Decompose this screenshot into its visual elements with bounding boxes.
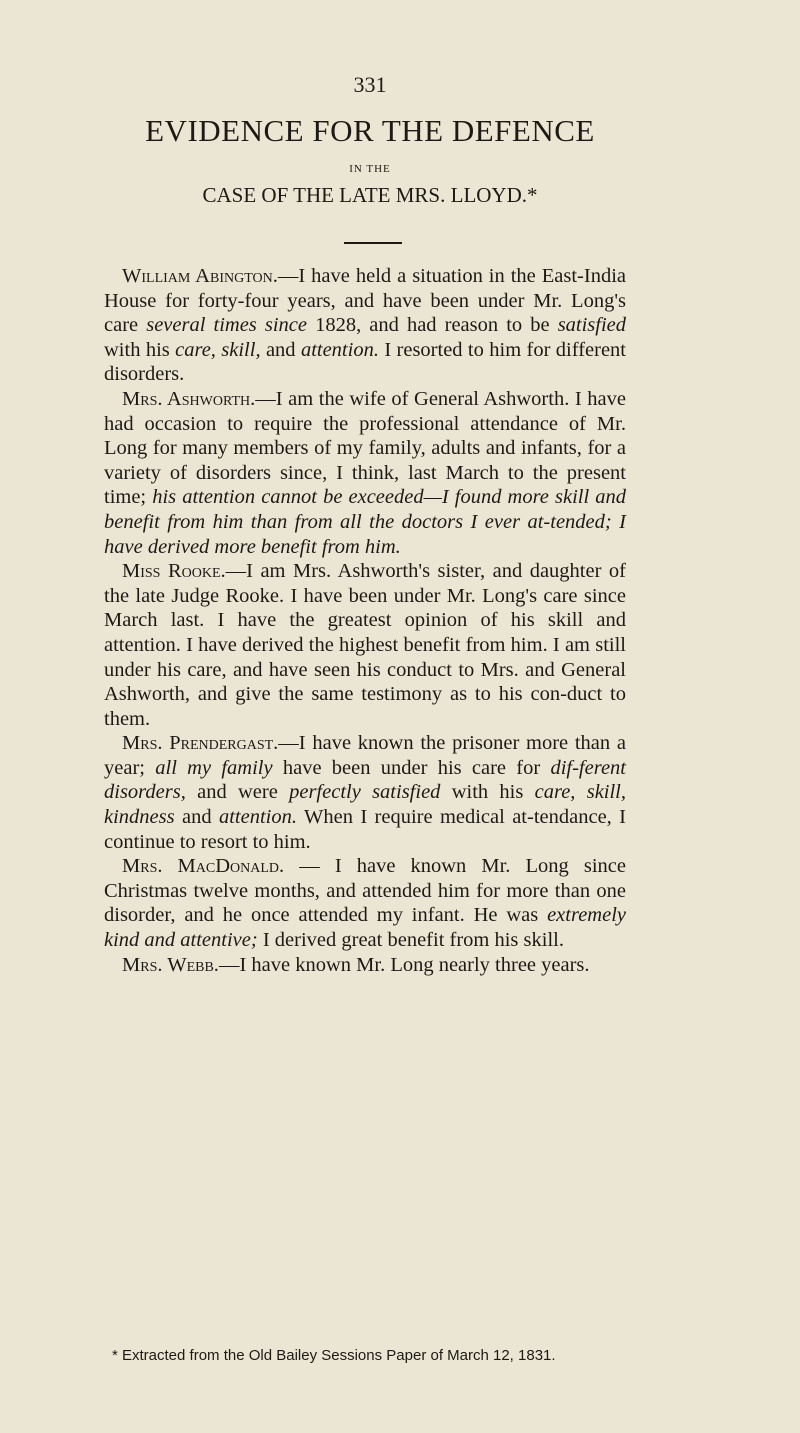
testimony-text: —I am Mrs. Ashworth's sister, and daughter of the late Judge Rooke. I have been under Mr. Long's care since March last. I have the greatest opinion of his skill and attention. I have derived the highest benefit from him. I am still under his care, and have seen his conduct to Mrs. and General Ashworth, and give the same testimony as to his con-duct to them. (104, 560, 626, 730)
emphasis-text: his attention cannot be exceeded—I found more skill and benefit from him than from all the doctors I ever at-tended; I have derived more benefit from him. (104, 486, 626, 558)
emphasis-text: attention. (300, 338, 379, 361)
testimony-text: and (174, 806, 219, 829)
testimony-text: —I have held a situation in the East-India House for forty-four years, and have been under Mr. Long's care (104, 265, 626, 337)
speaker-name: Mrs. Ashworth. (122, 387, 256, 410)
testimony-text: and (260, 338, 301, 361)
emphasis-text: satisfied (557, 314, 627, 337)
testimony-body (104, 264, 626, 977)
testimony-text: —I have known the prisoner more than a year; (104, 732, 626, 779)
speaker-name: Miss Rooke. (122, 560, 226, 583)
emphasis-text: extremely kind and attentive; (104, 904, 626, 952)
testimony-paragraph (104, 854, 626, 952)
testimony-text: —I am the wife of General Ashworth. I have had occasion to require the professional attendance of Mr. Long for many members of my family, adults and infants, for a variety of disorders since, I think, last March to the present time; (104, 387, 626, 509)
testimony-text: When I require medical at-tendance, I continue to resort to him. (104, 806, 626, 853)
testimony-text: —I have known Mr. Long nearly three years. (218, 953, 590, 976)
emphasis-text: care, skill, kindness (104, 781, 626, 829)
emphasis-text: several times since (146, 314, 307, 337)
speaker-name: Mrs. Prendergast. (122, 732, 279, 755)
emphasis-text: dif-ferent disorders, (104, 756, 626, 804)
testimony-text: I derived great benefit from his skill. (257, 929, 564, 952)
testimony-text: 1828, and had reason to be (306, 314, 558, 337)
subtitle-small: IN THE (349, 163, 391, 175)
testimony-text: — I have known Mr. Long since Christmas twelve months, and attended him for more than one disorder, and he once attended my infant. He was (104, 855, 626, 927)
subtitle: CASE OF THE LATE MRS. LLOYD.* (202, 183, 538, 207)
testimony-paragraph (104, 731, 626, 854)
page-title: EVIDENCE FOR THE DEFENCE (145, 113, 595, 148)
page-number: 331 (353, 72, 387, 97)
title-rule (344, 242, 402, 244)
testimony-text: and were (185, 781, 290, 804)
testimony-text: have been under his care for (272, 756, 551, 779)
emphasis-text: care, skill, (175, 338, 261, 361)
footnote: * Extracted from the Old Bailey Sessions Paper of March 12, 1831. (112, 1347, 556, 1364)
testimony-paragraph (104, 387, 626, 559)
testimony-paragraph (104, 559, 626, 731)
testimony-text: with his (104, 338, 176, 361)
speaker-name: Mrs. MacDonald. (122, 855, 285, 878)
emphasis-text: all my family (155, 756, 273, 779)
emphasis-text: attention. (218, 806, 297, 829)
testimony-text: I resorted to him for different disorders. (104, 338, 626, 386)
testimony-text: with his (440, 781, 535, 804)
speaker-name: William Abington. (122, 265, 278, 287)
emphasis-text: perfectly satisfied (289, 781, 441, 804)
testimony-paragraph (104, 264, 626, 387)
testimony-paragraph (104, 953, 626, 978)
speaker-name: Mrs. Webb. (122, 953, 219, 976)
